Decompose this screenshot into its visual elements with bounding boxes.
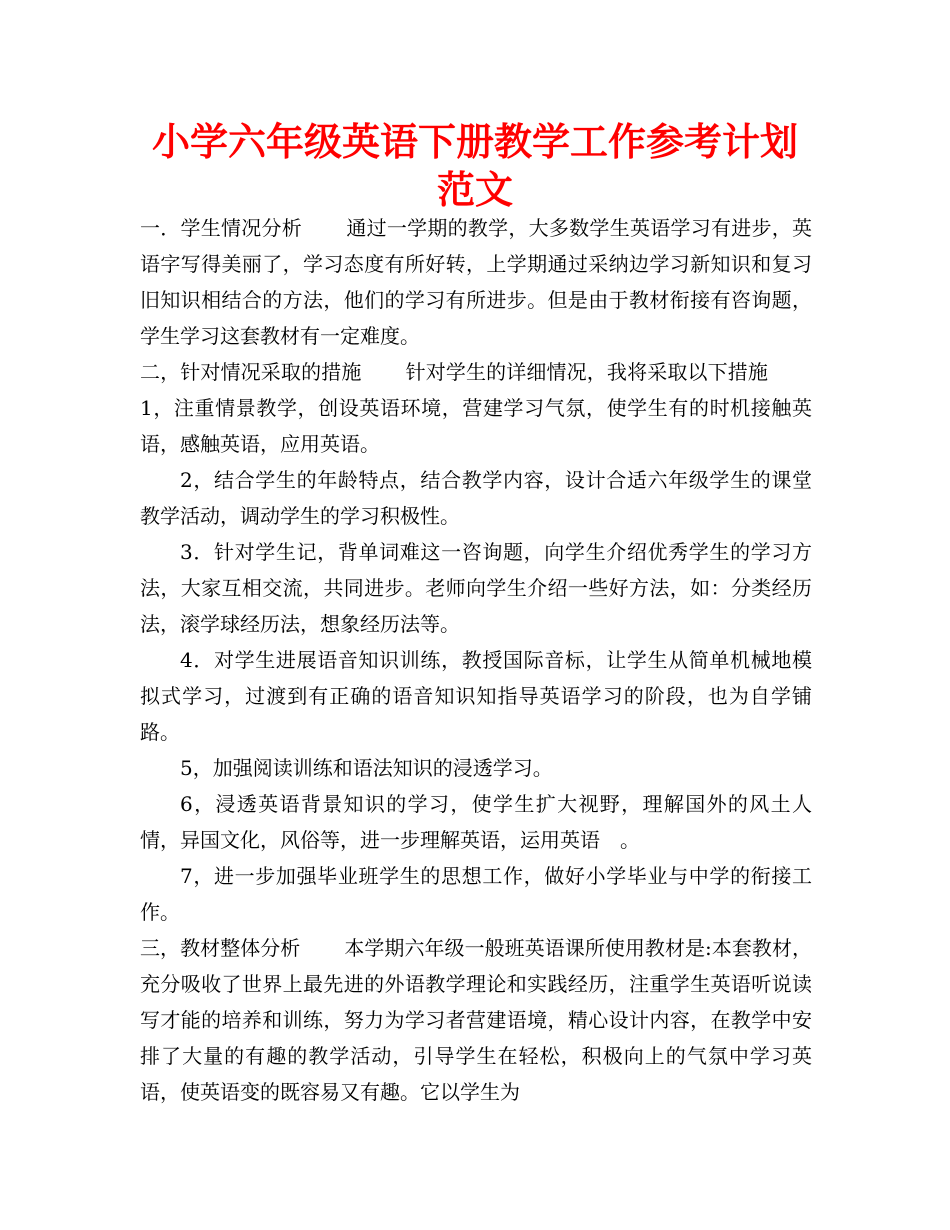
section-1-heading: 一．学生情况分析 <box>140 216 303 240</box>
section-3-heading: 三，教材整体分析 <box>140 936 301 960</box>
document-body <box>140 210 812 1110</box>
section-1-text: 通过一学期的教学，大多数学生英语学习有进步，英语字写得美丽了，学习态度有所好转，上学期通过采纳边学习新知识和复习旧知识相结合的方法，他们的学习有所进步。但是由于教材衔接有咨询题，学生学习这套教材有一定难度。 <box>140 216 813 348</box>
section-2-text: 针对学生的详细情况，我将采取以下措施 <box>405 360 769 384</box>
document-title: 小学六年级英语下册教学工作参考计划范文 <box>151 120 798 212</box>
section-2-paragraph <box>140 354 812 462</box>
section-2-item-1: 1，注重情景教学，创设英语环境，营建学习气氛，使学生有的时机接触英语，感触英语，应用英语。 <box>140 396 812 456</box>
section-2-item-5: 5，加强阅读训练和语法知识的浸透学习。 <box>180 756 553 780</box>
section-2-item-6: 6，浸透英语背景知识的学习，使学生扩大视野，理解国外的风土人情，异国文化，风俗等，进一步理解英语，运用英语 。 <box>140 792 812 852</box>
section-2-item-4: 4．对学生进展语音知识训练，教授国际音标，让学生从简单机械地模拟式学习，过渡到有正确的语音知识知指导英语学习的阶段，也为自学铺路。 <box>140 648 812 744</box>
section-2-item-3: 3．针对学生记，背单词难这一咨询题，向学生介绍优秀学生的学习方法，大家互相交流，共同进步。老师向学生介绍一些好方法，如：分类经历法，滚学球经历法，想象经历法等。 <box>140 540 812 636</box>
section-3-text: 本学期六年级一般班英语课所使用教材是:本套教材，充分吸收了世界上最先进的外语教学理论和实践经历，注重学生英语听说读写才能的培养和训练，努力为学习者营建语境，精心设计内容，在教学中安排了大量的有趣的教学活动，引导学生在轻松，积极向上的气氛中学习英语，使英语变的既容易又有趣。它以学生为 <box>140 936 812 1104</box>
section-1-paragraph <box>140 210 812 354</box>
section-2-item-7: 7，进一步加强毕业班学生的思想工作，做好小学毕业与中学的衔接工作。 <box>140 864 812 924</box>
section-2-item-2: 2，结合学生的年龄特点，结合教学内容，设计合适六年级学生的课堂教学活动，调动学生的学习积极性。 <box>140 468 812 528</box>
section-2-heading: 二，针对情况采取的措施 <box>140 360 362 384</box>
section-3-paragraph <box>140 930 812 1110</box>
